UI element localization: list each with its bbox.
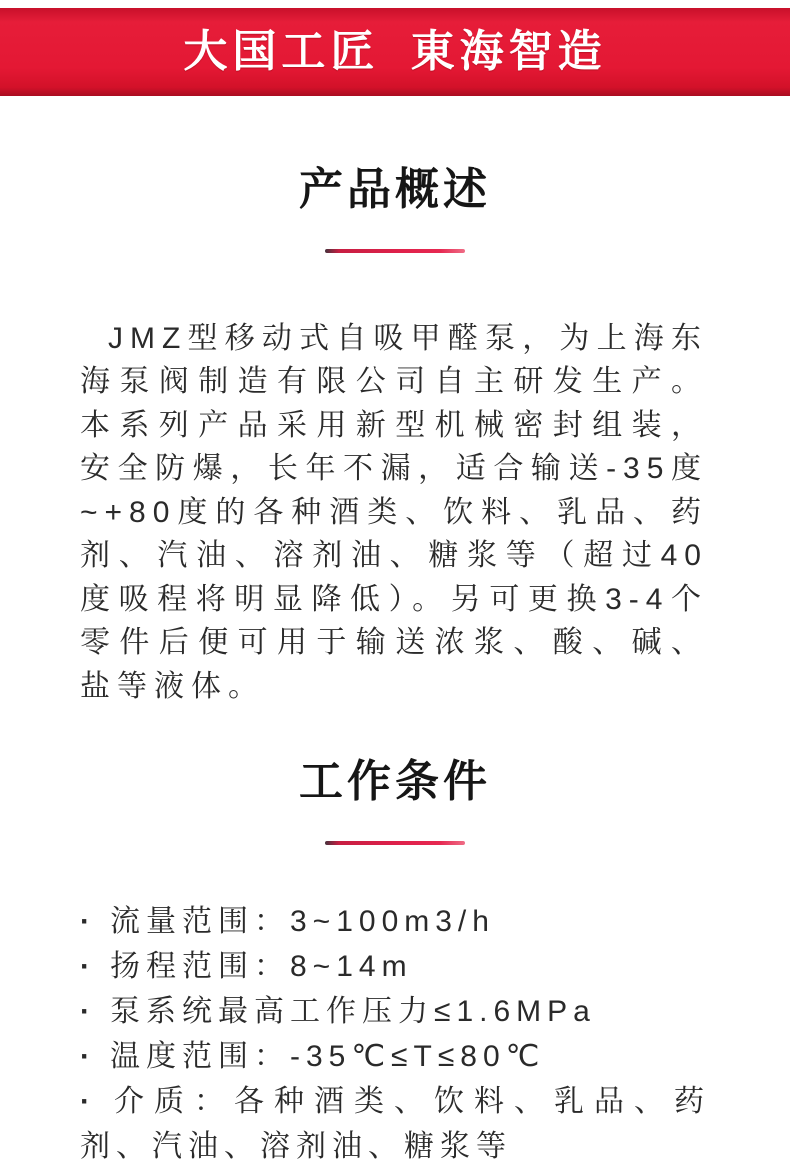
bullet-dot: · [80, 994, 96, 1028]
section-conditions [0, 757, 790, 1169]
list-item-text: 介质：各种酒类、饮料、乳品、药剂、汽油、溶剂油、糖浆等 [80, 1084, 710, 1163]
conditions-list [80, 899, 710, 1169]
bullet-dot: · [80, 949, 96, 983]
list-item-temp-range [80, 1034, 710, 1079]
conditions-section-title: 工作条件 [299, 757, 491, 807]
list-item-flow-range [80, 899, 710, 944]
conditions-title-underline [325, 841, 465, 845]
list-item-text: 温度范围：-35℃≤T≤80℃ [110, 1039, 546, 1073]
overview-paragraph: JMZ型移动式自吸甲醛泵，为上海东海泵阀制造有限公司自主研发生产。本系列产品采用新型机械密封组装，安全防爆，长年不漏，适合输送-35度~+80度的各种酒类、饮料、乳品、药剂、汽油、溶剂油、糖浆等（超过40度吸程将明显降低）。另可更换3-4个零件后便可用于输送浓浆、酸、碱、盐等液体。 [80, 321, 708, 703]
list-item-max-pressure [80, 989, 710, 1034]
bullet-dot: · [80, 1039, 96, 1073]
list-item-text: 扬程范围：8~14m [110, 949, 413, 983]
overview-title-underline [325, 249, 465, 253]
section-overview [0, 165, 790, 708]
bullet-dot: · [80, 904, 96, 938]
overview-section-title: 产品概述 [299, 165, 491, 214]
banner-title: 大国工匠 東海智造 [183, 27, 607, 76]
top-banner [0, 8, 790, 96]
list-item-text: 泵系统最高工作压力≤1.6MPa [110, 994, 596, 1028]
list-item-text: 流量范围：3~100m3/h [110, 904, 495, 938]
list-item-head-range [80, 944, 710, 989]
list-item-media [80, 1079, 710, 1169]
bullet-dot: · [80, 1084, 96, 1118]
